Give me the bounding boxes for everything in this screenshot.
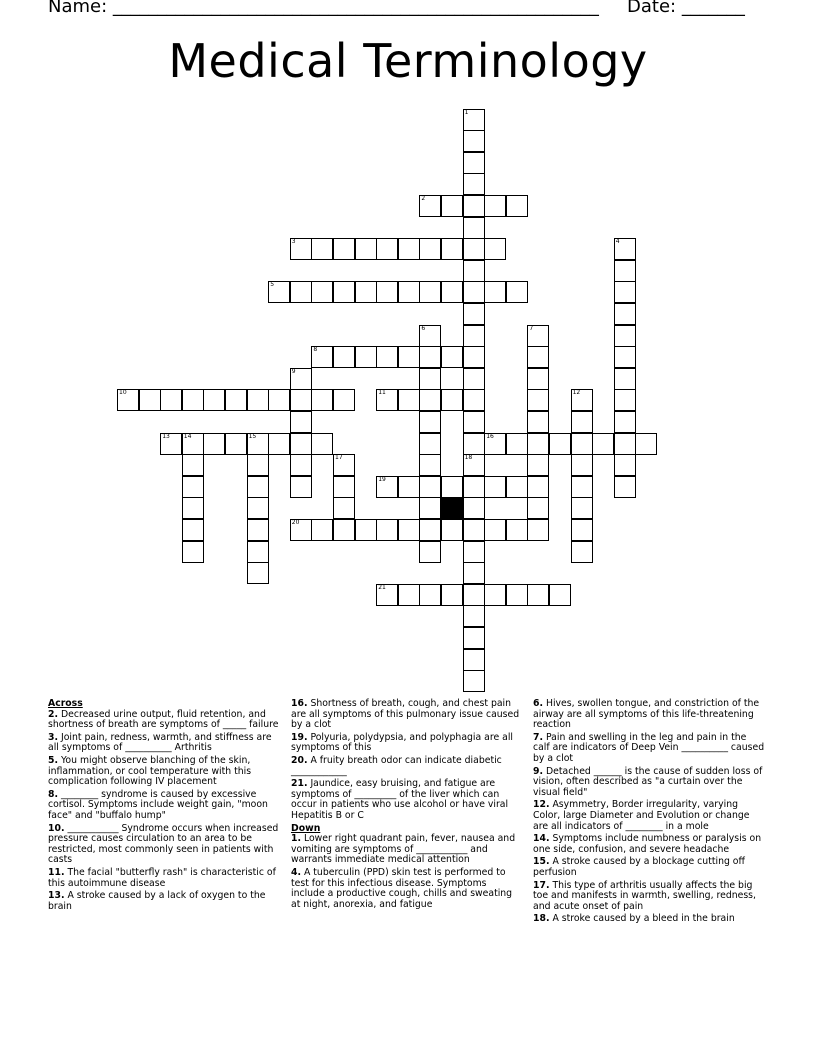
grid-cell[interactable] (203, 433, 225, 455)
grid-cell[interactable] (527, 519, 549, 541)
grid-cell[interactable] (484, 584, 506, 606)
clue-number: 15. (533, 856, 550, 868)
grid-cell[interactable] (398, 519, 420, 541)
grid-cell[interactable] (247, 541, 269, 563)
clue-number: 1. (291, 833, 302, 845)
clue-number: 12. (533, 799, 550, 811)
date-label: Date: (627, 0, 682, 17)
across-heading: Across (48, 698, 83, 709)
grid-cell[interactable] (614, 476, 636, 498)
grid-cell[interactable] (463, 303, 485, 325)
grid-cell[interactable] (290, 519, 312, 541)
grid-cell[interactable] (268, 281, 290, 303)
grid-cell[interactable] (311, 519, 333, 541)
clue-number-label: 12 (572, 389, 581, 397)
grid-cell[interactable] (419, 368, 441, 390)
clue-text: The facial "butterfly rash" is characteristic of this autoimmune disease (48, 866, 276, 889)
grid-cell[interactable] (527, 325, 549, 347)
grid-cell[interactable] (247, 433, 269, 455)
down-clue (291, 868, 523, 910)
grid-cell[interactable] (463, 454, 485, 476)
clue-number-label: 1 (464, 108, 469, 116)
grid-cell[interactable] (463, 433, 485, 455)
clue-text: Lower right quadrant pain, fever, nausea and vomiting are symptoms of ___________ and warrants immediate medical attention (291, 833, 516, 866)
grid-cell[interactable] (463, 584, 485, 606)
grid-cell[interactable] (614, 346, 636, 368)
grid-cell[interactable] (419, 389, 441, 411)
grid-cell[interactable] (225, 433, 247, 455)
grid-cell[interactable] (182, 389, 204, 411)
grid-cell[interactable] (484, 238, 506, 260)
across-clue (48, 710, 280, 731)
grid-cell[interactable] (463, 281, 485, 303)
grid-cell[interactable] (592, 433, 614, 455)
grid-cell[interactable] (463, 519, 485, 541)
grid-cell[interactable] (441, 346, 463, 368)
clues-column-3 (533, 699, 765, 927)
grid-cell[interactable] (441, 584, 463, 606)
grid-cell[interactable] (333, 476, 355, 498)
clue-text: A stroke caused by a lack of oxygen to the brain (48, 890, 266, 912)
clue-text: Detached ______ is the cause of sudden loss of vision, often described as "a curtain over the visual field" (533, 765, 763, 798)
grid-cell[interactable] (290, 454, 312, 476)
clue-text: Pain and swelling in the leg and pain in the calf are indicators of Deep Vein __________ caused by a clot (533, 731, 765, 764)
down-clue (291, 834, 523, 866)
grid-cell[interactable] (527, 346, 549, 368)
grid-cell[interactable] (376, 519, 398, 541)
grid-cell[interactable] (484, 433, 506, 455)
grid-cell[interactable] (311, 346, 333, 368)
clue-number: 21. (291, 778, 308, 790)
grid-cell[interactable] (225, 389, 247, 411)
grid-cell[interactable] (571, 411, 593, 433)
grid-cell[interactable] (571, 476, 593, 498)
grid-cell[interactable] (333, 389, 355, 411)
clue-number: 19. (291, 731, 308, 743)
clue-number-label: 13 (162, 432, 170, 440)
down-clue (533, 767, 765, 799)
grid-cell[interactable] (419, 195, 441, 217)
clue-text: Jaundice, easy bruising, and fatigue are symptoms of _________ of the liver which can occur in patients who use alcohol or have viral Hepatitis B or C (291, 778, 509, 821)
grid-cell[interactable] (290, 368, 312, 390)
grid-cell[interactable] (419, 238, 441, 260)
grid-cell[interactable] (614, 433, 636, 455)
clue-number-label: 4 (615, 238, 620, 246)
grid-cell[interactable] (182, 519, 204, 541)
clue-number-label: 18 (464, 454, 473, 462)
grid-cell[interactable] (614, 303, 636, 325)
grid-cell[interactable] (441, 389, 463, 411)
clue-number: 10. (48, 822, 65, 834)
clue-text: Hives, swollen tongue, and constriction of the airway are all symptoms of this life-threatening reaction (533, 698, 760, 731)
clue-text: Joint pain, redness, warmth, and stiffness are all symptoms of __________ Arthritis (48, 731, 272, 754)
grid-cell[interactable] (398, 238, 420, 260)
grid-cell[interactable] (376, 476, 398, 498)
grid-cell[interactable] (463, 238, 485, 260)
grid-cell[interactable] (614, 238, 636, 260)
grid-cell[interactable] (463, 217, 485, 239)
clue-text: Shortness of breath, cough, and chest pain are all symptoms of this pulmonary issue caused by a clot (291, 698, 520, 731)
clue-number: 8. (48, 788, 59, 800)
clue-number-label: 5 (270, 281, 275, 289)
grid-cell[interactable] (398, 389, 420, 411)
clue-text: Asymmetry, Border irregularity, varying Color, large Diameter and Evolution or change are all indicators of ________ in a mole (533, 799, 750, 832)
grid-cell[interactable] (311, 389, 333, 411)
grid-cell[interactable] (311, 433, 333, 455)
down-clue (533, 800, 765, 832)
grid-cell[interactable] (247, 454, 269, 476)
grid-cell[interactable] (463, 476, 485, 498)
down-clue (533, 881, 765, 913)
clue-number-label: 6 (421, 324, 426, 332)
grid-cell[interactable] (463, 605, 485, 627)
clue-number: 9. (533, 765, 544, 777)
grid-cell[interactable] (268, 389, 290, 411)
grid-cell[interactable] (419, 476, 441, 498)
grid-cell[interactable] (463, 389, 485, 411)
grid-cell[interactable] (398, 476, 420, 498)
grid-cell[interactable] (247, 497, 269, 519)
date-line: _______ (681, 0, 745, 17)
grid-cell[interactable] (311, 281, 333, 303)
grid-cell[interactable] (333, 238, 355, 260)
grid-cell[interactable] (441, 476, 463, 498)
grid-cell[interactable] (247, 389, 269, 411)
grid-cell[interactable] (203, 389, 225, 411)
grid-cell[interactable] (441, 195, 463, 217)
grid-cell[interactable] (290, 389, 312, 411)
grid-cell[interactable] (333, 454, 355, 476)
down-clue (533, 914, 765, 925)
grid-cell[interactable] (463, 152, 485, 174)
clue-number: 17. (533, 879, 550, 891)
grid-cell[interactable] (463, 260, 485, 282)
clue-number-label: 2 (421, 194, 426, 202)
grid-cell[interactable] (419, 541, 441, 563)
grid-cell[interactable] (527, 454, 549, 476)
down-clue (533, 834, 765, 855)
grid-cell[interactable] (463, 130, 485, 152)
clue-text: ___________ Syndrome occurs when increased pressure causes circulation to an area to be restricted, most commonly seen in patients with casts (48, 822, 279, 866)
grid-cell[interactable] (549, 584, 571, 606)
clue-number-label: 21 (378, 583, 386, 591)
grid-cell[interactable] (160, 433, 182, 455)
across-clue (291, 733, 523, 754)
grid-cell[interactable] (484, 195, 506, 217)
grid-cell[interactable] (527, 433, 549, 455)
across-clue (48, 756, 280, 788)
grid-cell[interactable] (463, 627, 485, 649)
grid-cell[interactable] (463, 173, 485, 195)
grid-cell[interactable] (463, 649, 485, 671)
grid-cell[interactable] (247, 562, 269, 584)
grid-cell[interactable] (571, 497, 593, 519)
across-clue (48, 868, 280, 889)
clue-number: 11. (48, 866, 65, 878)
clue-number-label: 20 (291, 518, 300, 526)
grid-cell[interactable] (419, 346, 441, 368)
grid-cell[interactable] (398, 346, 420, 368)
grid-cell[interactable] (463, 368, 485, 390)
grid-cell[interactable] (311, 238, 333, 260)
grid-cell[interactable] (463, 195, 485, 217)
grid-cell[interactable] (419, 281, 441, 303)
grid-cell[interactable] (160, 389, 182, 411)
grid-cell[interactable] (290, 281, 312, 303)
grid-cell[interactable] (139, 389, 161, 411)
clue-text: Symptoms include numbness or paralysis on one side, confusion, and severe headache (533, 833, 762, 855)
clue-number: 3. (48, 731, 59, 743)
grid-cell[interactable] (571, 389, 593, 411)
grid-cell[interactable] (463, 411, 485, 433)
grid-cell[interactable] (463, 346, 485, 368)
clue-text: A tuberculin (PPD) skin test is performed to test for this infectious disease. Symptoms include a productive cough, chills and sweating at night, anorexia, and fatigue (291, 866, 513, 910)
grid-cell[interactable] (635, 433, 657, 455)
grid-cell[interactable] (117, 389, 139, 411)
grid-cell[interactable] (333, 281, 355, 303)
across-clue (48, 824, 280, 866)
grid-cell[interactable] (247, 476, 269, 498)
grid-cell[interactable] (398, 584, 420, 606)
grid-cell[interactable] (484, 476, 506, 498)
grid-cell[interactable] (419, 454, 441, 476)
clue-number-label: 9 (291, 367, 296, 375)
grid-cell[interactable] (614, 389, 636, 411)
grid-cell[interactable] (527, 584, 549, 606)
clue-number-label: 10 (119, 389, 127, 397)
grid-cell[interactable] (247, 519, 269, 541)
clue-number-label: 7 (529, 324, 534, 332)
grid-cell[interactable] (376, 281, 398, 303)
grid-cell[interactable] (290, 411, 312, 433)
grid-cell[interactable] (419, 325, 441, 347)
grid-cell[interactable] (506, 433, 528, 455)
across-clue (291, 756, 523, 777)
clue-number-label: 8 (313, 346, 318, 354)
grid-cell[interactable] (527, 497, 549, 519)
clue-number: 6. (533, 698, 544, 709)
grid-cell[interactable] (441, 519, 463, 541)
grid-cell[interactable] (333, 519, 355, 541)
grid-cell[interactable] (527, 411, 549, 433)
grid-cell[interactable] (571, 519, 593, 541)
clue-number: 20. (291, 754, 308, 766)
grid-cell[interactable] (614, 454, 636, 476)
page-title: Medical Terminology (168, 34, 648, 88)
clues-column-1 (48, 699, 280, 914)
clue-text: Decreased urine output, fluid retention, and shortness of breath are symptoms of _____ failure (48, 708, 279, 731)
grid-cell[interactable] (290, 238, 312, 260)
grid-cell[interactable] (549, 433, 571, 455)
grid-cell[interactable] (441, 281, 463, 303)
down-heading: Down (291, 822, 321, 834)
grid-cell[interactable] (355, 281, 377, 303)
clue-number-label: 3 (291, 238, 296, 246)
clue-number-label: 17 (335, 454, 343, 462)
clue-text: Polyuria, polydypsia, and polyphagia are all symptoms of this (291, 731, 514, 754)
grid-cell[interactable] (268, 433, 290, 455)
clue-text: A fruity breath odor can indicate diabetic ____________ (291, 754, 502, 777)
clue-number: 18. (533, 913, 550, 925)
grid-cell[interactable] (355, 238, 377, 260)
grid-cell[interactable] (441, 238, 463, 260)
grid-cell[interactable] (182, 497, 204, 519)
grid-cell[interactable] (182, 541, 204, 563)
grid-cell[interactable] (376, 389, 398, 411)
grid-cell[interactable] (419, 519, 441, 541)
grid-cell[interactable] (419, 497, 441, 519)
down-clue (533, 699, 765, 731)
clue-text: This type of arthritis usually affects the big toe and manifests in warmth, swelling, redness, and acute onset of pain (533, 879, 756, 912)
grid-cell[interactable] (506, 476, 528, 498)
grid-cell[interactable] (376, 346, 398, 368)
clue-number-label: 11 (378, 389, 386, 397)
grid-cell[interactable] (333, 346, 355, 368)
clues-column-2 (291, 699, 523, 912)
grid-cell[interactable] (290, 433, 312, 455)
black-square (441, 497, 463, 519)
grid-cell[interactable] (614, 325, 636, 347)
grid-cell[interactable] (614, 260, 636, 282)
grid-cell[interactable] (463, 325, 485, 347)
clue-text: ________ syndrome is caused by excessive cortisol. Symptoms include weight gain, "moon face" and "buffalo hump" (48, 788, 268, 821)
grid-cell[interactable] (398, 281, 420, 303)
grid-cell[interactable] (182, 476, 204, 498)
grid-cell[interactable] (463, 670, 485, 692)
grid-cell[interactable] (182, 433, 204, 455)
grid-cell[interactable] (419, 433, 441, 455)
clue-number: 7. (533, 731, 544, 743)
grid-cell[interactable] (506, 519, 528, 541)
across-clue (48, 790, 280, 822)
grid-cell[interactable] (614, 411, 636, 433)
clue-number-label: 16 (486, 432, 494, 440)
grid-cell[interactable] (527, 368, 549, 390)
grid-cell[interactable] (376, 238, 398, 260)
clue-number: 4. (291, 866, 302, 878)
across-clue (291, 779, 523, 821)
grid-cell[interactable] (290, 476, 312, 498)
clue-number: 2. (48, 708, 59, 720)
grid-cell[interactable] (571, 541, 593, 563)
clue-number: 5. (48, 754, 59, 766)
grid-cell[interactable] (419, 584, 441, 606)
grid-cell[interactable] (527, 389, 549, 411)
name-line: ______________________________________________________ (112, 0, 599, 17)
grid-cell[interactable] (506, 195, 528, 217)
clue-text: You might observe blanching of the skin, inflammation, or cool temperature with this complication following IV placement (48, 754, 252, 788)
grid-cell[interactable] (614, 281, 636, 303)
down-clue (533, 857, 765, 878)
grid-cell[interactable] (506, 584, 528, 606)
across-clue (48, 891, 280, 912)
grid-cell[interactable] (182, 454, 204, 476)
grid-cell[interactable] (506, 281, 528, 303)
clue-number-label: 14 (183, 432, 192, 440)
grid-cell[interactable] (463, 562, 485, 584)
grid-cell[interactable] (463, 497, 485, 519)
grid-cell[interactable] (527, 476, 549, 498)
grid-cell[interactable] (463, 541, 485, 563)
grid-cell[interactable] (333, 497, 355, 519)
name-label: Name: (48, 0, 113, 17)
clue-number: 16. (291, 698, 308, 709)
grid-cell[interactable] (355, 519, 377, 541)
clue-number-label: 19 (378, 475, 386, 483)
grid-cell[interactable] (571, 454, 593, 476)
grid-cell[interactable] (484, 519, 506, 541)
clue-text: A stroke caused by a blockage cutting off perfusion (533, 856, 745, 878)
down-clue (533, 733, 765, 765)
grid-cell[interactable] (484, 281, 506, 303)
grid-cell[interactable] (463, 109, 485, 131)
across-clue (291, 699, 523, 731)
grid-cell[interactable] (355, 346, 377, 368)
clue-number: 13. (48, 890, 65, 902)
across-clue (48, 733, 280, 754)
clue-number-label: 15 (248, 432, 257, 440)
grid-cell[interactable] (614, 368, 636, 390)
grid-cell[interactable] (419, 411, 441, 433)
grid-cell[interactable] (571, 433, 593, 455)
clue-text: A stroke caused by a bleed in the brain (549, 913, 735, 925)
grid-cell[interactable] (376, 584, 398, 606)
clue-number: 14. (533, 833, 550, 845)
